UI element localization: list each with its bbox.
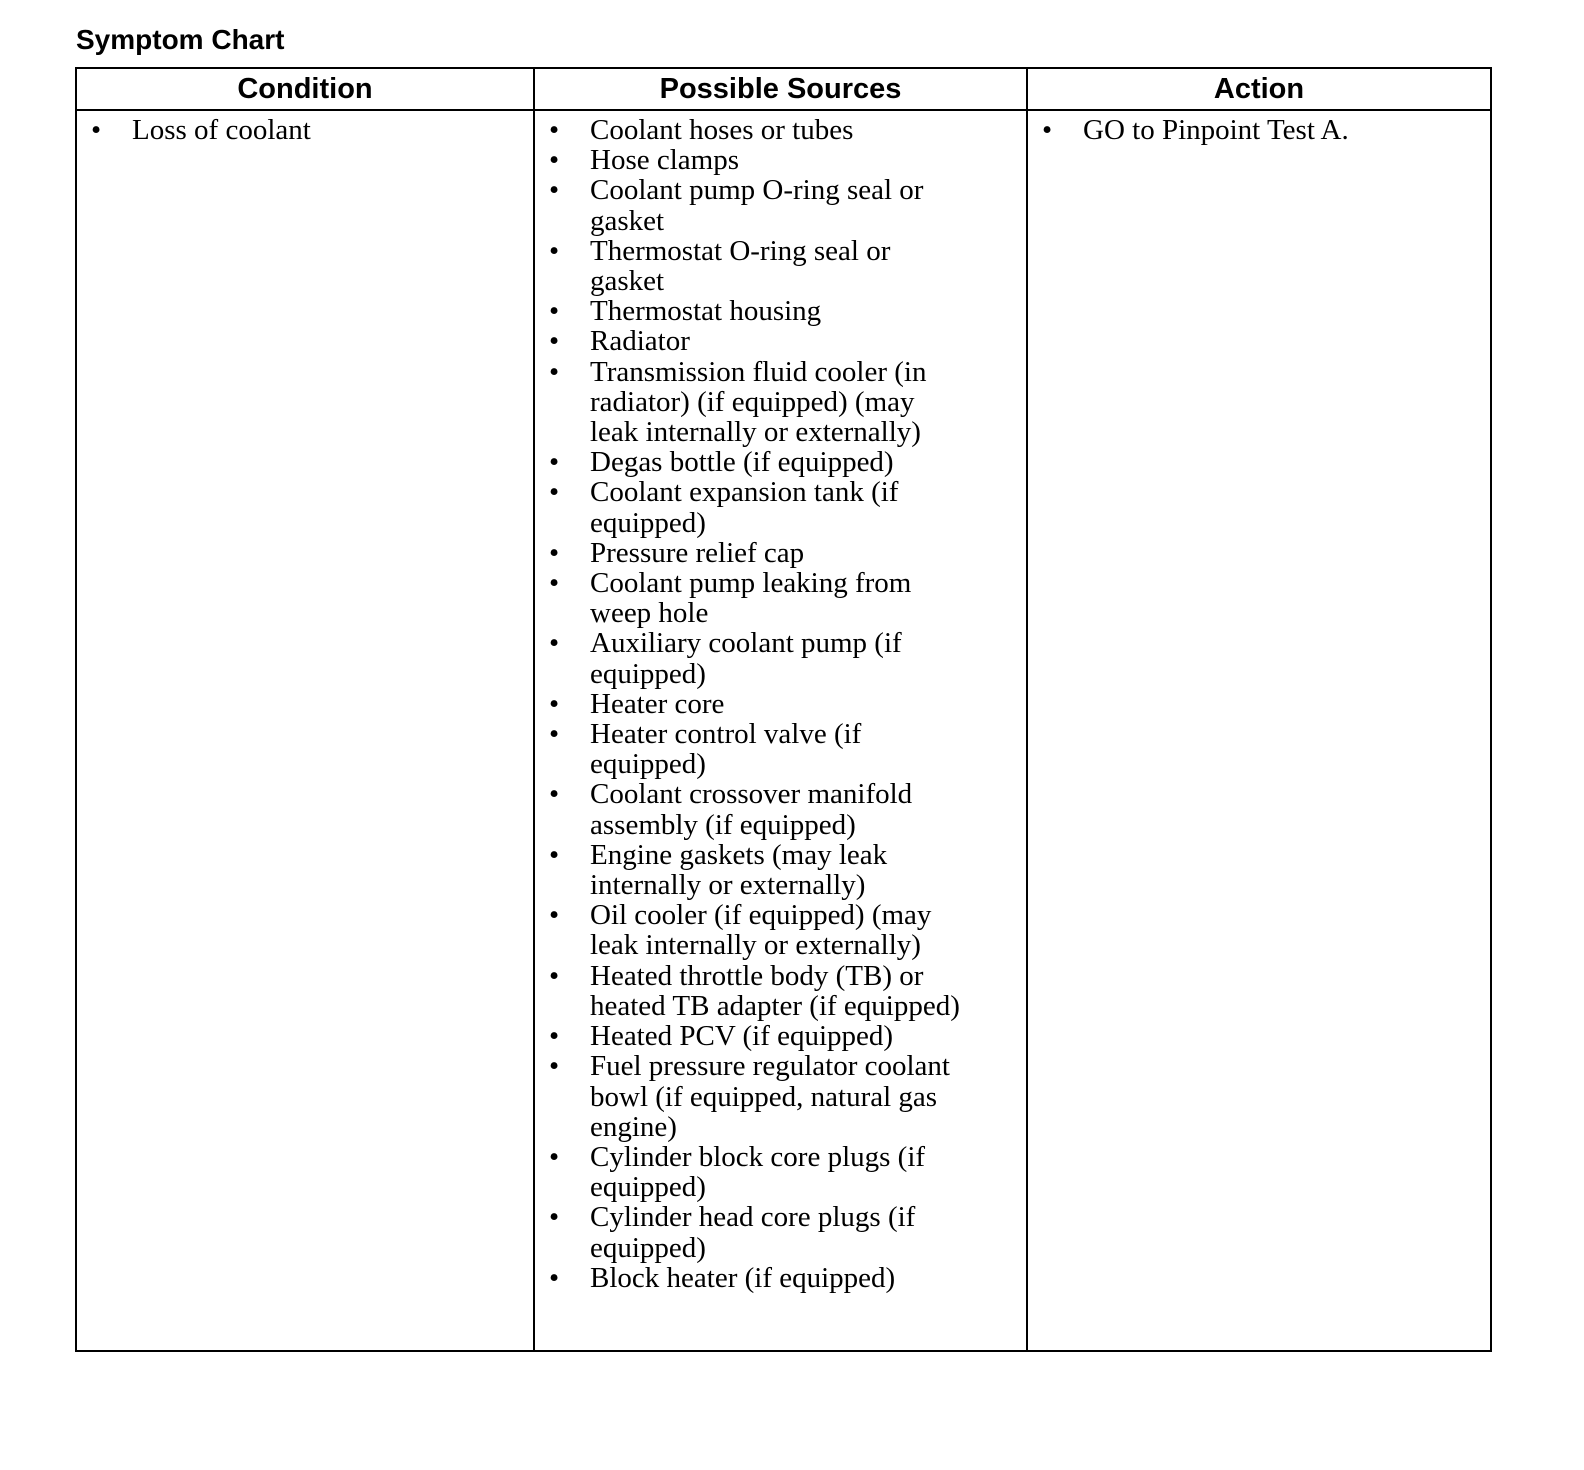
table-header-row [76,68,1491,110]
source-item: • Heater control valve (if equipped) [547,719,967,779]
source-item: • Fuel pressure regulator coolant bowl (if equipped, natural gas engine) [547,1051,967,1142]
source-item: • Pressure relief cap [547,538,967,568]
header-possible-sources: Possible Sources [534,68,1027,110]
source-item: • Thermostat housing [547,296,967,326]
symptom-table [75,67,1492,1352]
condition-list [89,115,521,145]
source-item: • Heated PCV (if equipped) [547,1021,967,1051]
possible-sources-cell [534,110,1027,1351]
source-item: • Coolant pump O-ring seal or gasket [547,175,967,235]
source-item: • Block heater (if equipped) [547,1263,967,1293]
source-item: • Transmission fluid cooler (in radiator) (if equipped) (may leak internally or externally) [547,357,967,448]
source-item: • Hose clamps [547,145,967,175]
possible-sources-list [547,115,967,1293]
source-item: • Oil cooler (if equipped) (may leak internally or externally) [547,900,967,960]
header-action: Action [1027,68,1491,110]
source-item: • Heated throttle body (TB) or heated TB adapter (if equipped) [547,961,967,1021]
source-item: • Thermostat O-ring seal or gasket [547,236,967,296]
action-list [1040,115,1478,145]
condition-item: • Loss of coolant [89,115,521,145]
source-item: • Auxiliary coolant pump (if equipped) [547,628,967,688]
action-cell [1027,110,1491,1351]
page-title: Symptom Chart [76,24,285,55]
source-item: • Coolant pump leaking from weep hole [547,568,967,628]
source-item: • Radiator [547,326,967,356]
source-item: • Coolant crossover manifold assembly (if equipped) [547,779,967,839]
source-item: • Cylinder head core plugs (if equipped) [547,1202,967,1262]
source-item: • Coolant expansion tank (if equipped) [547,477,967,537]
table-row [76,110,1491,1351]
source-item: • Coolant hoses or tubes [547,115,967,145]
source-item: • Heater core [547,689,967,719]
action-item: • GO to Pinpoint Test A. [1040,115,1478,145]
source-item: • Engine gaskets (may leak internally or externally) [547,840,967,900]
source-item: • Degas bottle (if equipped) [547,447,967,477]
source-item: • Cylinder block core plugs (if equipped) [547,1142,967,1202]
condition-cell [76,110,534,1351]
header-condition: Condition [76,68,534,110]
